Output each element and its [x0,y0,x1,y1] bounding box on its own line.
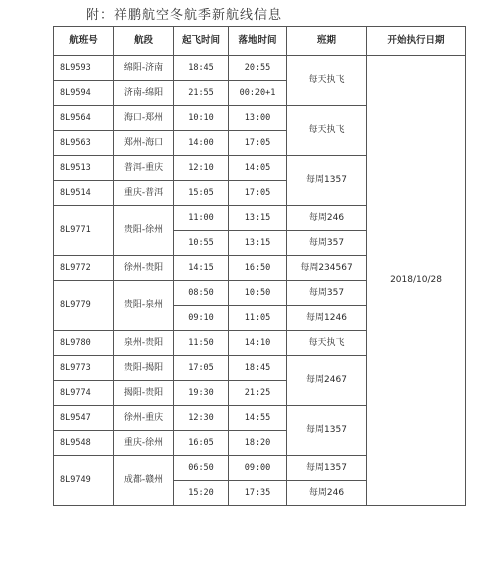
route: 重庆-徐州 [114,431,174,456]
departure-time: 09:10 [174,306,229,331]
departure-time: 16:05 [174,431,229,456]
route: 普洱-重庆 [114,156,174,181]
route: 徐州-贵阳 [114,256,174,281]
flight-no: 8L9773 [54,356,114,381]
departure-time: 14:00 [174,131,229,156]
departure-time: 12:30 [174,406,229,431]
departure-time: 10:55 [174,231,229,256]
flight-no: 8L9774 [54,381,114,406]
arrival-time: 16:50 [229,256,287,281]
route: 济南-绵阳 [114,81,174,106]
departure-time: 11:00 [174,206,229,231]
departure-time: 15:20 [174,481,229,506]
header-route: 航段 [114,27,174,56]
departure-time: 18:45 [174,56,229,81]
arrival-time: 10:50 [229,281,287,306]
flight-no: 8L9594 [54,81,114,106]
route: 徐州-重庆 [114,406,174,431]
flight-no: 8L9779 [54,281,114,331]
table-header-row [54,27,466,56]
arrival-time: 17:05 [229,131,287,156]
header-departure: 起飞时间 [174,27,229,56]
arrival-time: 14:10 [229,331,287,356]
flight-no: 8L9593 [54,56,114,81]
days-cell: 每天执飞 [287,56,367,106]
arrival-time: 18:45 [229,356,287,381]
departure-time: 21:55 [174,81,229,106]
arrival-time: 00:20+1 [229,81,287,106]
arrival-time: 09:00 [229,456,287,481]
route: 重庆-普洱 [114,181,174,206]
departure-time: 17:05 [174,356,229,381]
route: 揭阳-贵阳 [114,381,174,406]
departure-time: 06:50 [174,456,229,481]
arrival-time: 13:15 [229,206,287,231]
departure-time: 14:15 [174,256,229,281]
flight-no: 8L9772 [54,256,114,281]
days-cell: 每周357 [287,231,367,256]
arrival-time: 18:20 [229,431,287,456]
flight-no: 8L9548 [54,431,114,456]
departure-time: 19:30 [174,381,229,406]
route: 绵阳-济南 [114,56,174,81]
departure-time: 10:10 [174,106,229,131]
days-cell: 每周234567 [287,256,367,281]
route: 贵阳-揭阳 [114,356,174,381]
days-cell: 每周246 [287,481,367,506]
arrival-time: 13:15 [229,231,287,256]
header-days: 班期 [287,27,367,56]
days-cell: 每周246 [287,206,367,231]
arrival-time: 17:35 [229,481,287,506]
days-cell: 每天执飞 [287,106,367,156]
arrival-time: 14:55 [229,406,287,431]
arrival-time: 13:00 [229,106,287,131]
days-cell: 每天执飞 [287,331,367,356]
start-date-cell: 2018/10/28 [367,56,466,506]
arrival-time: 20:55 [229,56,287,81]
table-row [54,56,466,81]
route: 贵阳-泉州 [114,281,174,331]
days-cell: 每周357 [287,281,367,306]
header-start-date: 开始执行日期 [367,27,466,56]
arrival-time: 17:05 [229,181,287,206]
departure-time: 12:10 [174,156,229,181]
route: 泉州-贵阳 [114,331,174,356]
departure-time: 11:50 [174,331,229,356]
arrival-time: 11:05 [229,306,287,331]
flight-no: 8L9564 [54,106,114,131]
page-title: 附：祥鹏航空冬航季新航线信息 [86,8,283,23]
flight-no: 8L9771 [54,206,114,256]
arrival-time: 21:25 [229,381,287,406]
flight-no: 8L9780 [54,331,114,356]
days-cell: 每周2467 [287,356,367,406]
days-cell: 每周1357 [287,156,367,206]
departure-time: 15:05 [174,181,229,206]
flight-no: 8L9513 [54,156,114,181]
route: 成都-赣州 [114,456,174,506]
route: 海口-郑州 [114,106,174,131]
flight-no: 8L9547 [54,406,114,431]
header-flight-no: 航班号 [54,27,114,56]
days-cell: 每周1357 [287,406,367,456]
days-cell: 每周1246 [287,306,367,331]
header-arrival: 落地时间 [229,27,287,56]
flight-no: 8L9749 [54,456,114,506]
route: 贵阳-徐州 [114,206,174,256]
route: 郑州-海口 [114,131,174,156]
arrival-time: 14:05 [229,156,287,181]
schedule-table [53,26,466,506]
flight-no: 8L9563 [54,131,114,156]
flight-no: 8L9514 [54,181,114,206]
departure-time: 08:50 [174,281,229,306]
days-cell: 每周1357 [287,456,367,481]
